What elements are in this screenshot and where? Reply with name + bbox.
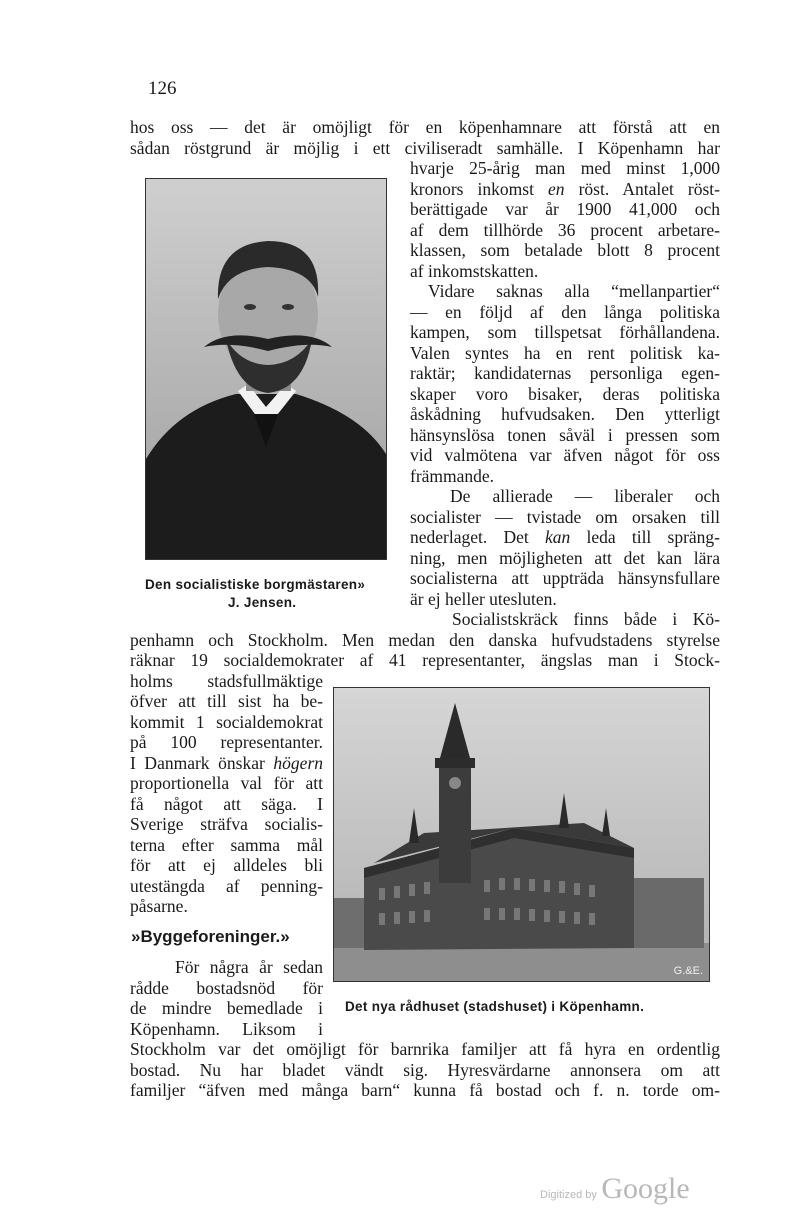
text-line: åskådning hufvudsaken. Den ytterligt [410, 404, 720, 424]
text-line: Sverige sträfva socialis- [130, 814, 323, 834]
text-line: af inkomstskatten. [410, 261, 539, 281]
text-line: Valen syntes ha en rent politisk ka- [410, 343, 720, 363]
text-line: få något att säga. I [130, 794, 323, 814]
text-line: vid valmötena var äfven något för oss [410, 445, 720, 465]
engraver-mark: G.&E. [673, 965, 703, 977]
text-line: på 100 representanter. [130, 732, 323, 752]
text-line: Vidare saknas alla “mellanpartier“ [428, 281, 720, 301]
page-number: 126 [148, 78, 177, 99]
text-line: räknar 19 socialdemokrater af 41 representanter, ängslas man i Stock- [130, 650, 720, 670]
text-line: påsarne. [130, 896, 188, 916]
text-line: rådde bostadsnöd för [130, 978, 323, 998]
text-line: Köpenhamn. Liksom i [130, 1019, 323, 1039]
portrait-photo [145, 178, 387, 560]
text-line: nederlaget. Det kan leda till spräng- [410, 527, 720, 547]
text-line: af dem tillhörde 36 procent arbetare- [410, 220, 720, 240]
text-line: bostad. Nu har bladet vändt sig. Hyresvärdarne annonsera om att [130, 1060, 720, 1080]
text-line: De allierade — liberaler och [450, 486, 720, 506]
text-line: Socialistskräck finns både i Kö- [452, 609, 720, 629]
text-line: Stockholm var det omöjligt för barnrika familjer att få hyra en ordentlig [130, 1039, 720, 1059]
text-line: proportionella val för att [130, 773, 323, 793]
text-line: är ej heller utesluten. [410, 589, 557, 609]
section-heading: »Byggeforeninger.» [131, 927, 290, 946]
text-line: penhamn och Stockholm. Men medan den danska hufvudstadens styrelse [130, 630, 720, 650]
text-line: sådan röstgrund är möjlig i ett civiliseradt samhälle. I Köpenhamn har [130, 138, 720, 158]
portrait-caption-line1: Den socialistiske borgmästaren» [145, 577, 366, 592]
building-caption: Det nya rådhuset (stadshuset) i Köpenhamn. [345, 999, 645, 1014]
text-line: kommit 1 socialdemokrat [130, 712, 323, 732]
city-hall-photo [333, 687, 710, 982]
text-line: terna efter samma mål [130, 835, 323, 855]
text-line: främmande. [410, 466, 495, 486]
text-line: hänsynslösa tonen såväl i pressen som [410, 425, 720, 445]
google-logo: Google [601, 1172, 690, 1205]
text-line: För några år sedan [175, 957, 323, 977]
text-line: hos oss — det är omöjligt för en köpenhamnare att förstå att en [130, 117, 720, 137]
watermark-prefix: Digitized by [540, 1189, 597, 1201]
text-line: raktär; kandidaternas personliga egen- [410, 363, 720, 383]
text-line: utestängda af penning- [130, 876, 323, 896]
text-line: socialister — tvistade om orsaken till [410, 507, 720, 527]
text-line: I Danmark önskar högern [130, 753, 323, 773]
text-line: skaper voro bisaker, deras politiska [410, 384, 720, 404]
text-line: de mindre bemedlade i [130, 998, 323, 1018]
text-line: — en följd af den långa politiska [410, 302, 720, 322]
text-line: berättigade var år 1900 41,000 och [410, 199, 720, 219]
text-line: öfver att till sist ha be- [130, 691, 323, 711]
text-line: ning, men möjligheten att det kan lära [410, 548, 720, 568]
text-line: för att ej alldeles bli [130, 855, 323, 875]
portrait-caption-line2: J. Jensen. [228, 595, 297, 610]
text-line: hvarje 25-årig man med minst 1,000 [410, 158, 720, 178]
text-line: holms stadsfullmäktige [130, 671, 323, 691]
text-line: klassen, som betalade blott 8 procent [410, 240, 720, 260]
text-line: familjer “äfven med många barn“ kunna få bostad och f. n. torde om- [130, 1080, 720, 1100]
text-line: socialisterna att uppträda hänsynsfullare [410, 568, 720, 588]
digitized-watermark [540, 1172, 690, 1206]
text-line: kronors inkomst en röst. Antalet röst- [410, 179, 720, 199]
text-line: kampen, som tillspetsat förhållandena. [410, 322, 720, 342]
